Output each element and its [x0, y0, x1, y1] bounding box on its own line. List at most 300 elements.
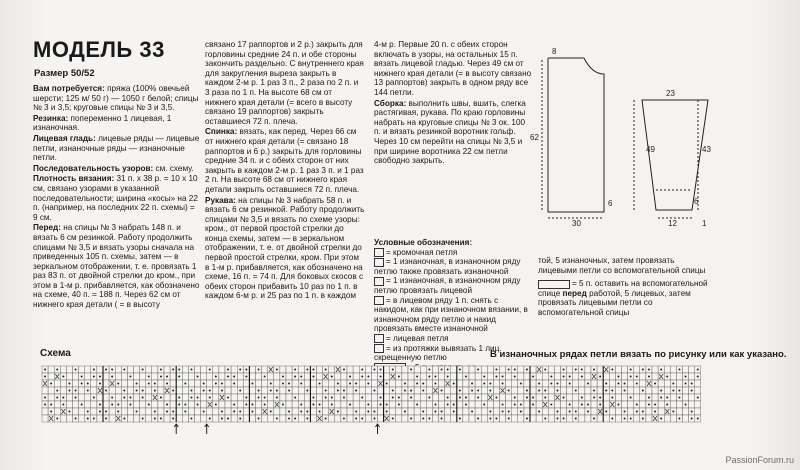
chart-stitch-mark — [654, 404, 656, 406]
chart-stitch-mark — [312, 376, 314, 378]
chart-stitch-mark — [422, 390, 424, 392]
chart-cell — [335, 373, 341, 380]
chart-cell — [658, 408, 664, 415]
chart-stitch-mark — [373, 369, 375, 371]
chart-stitch-mark — [160, 397, 162, 399]
chart-cell — [439, 394, 445, 401]
chart-cell — [664, 387, 670, 394]
chart-cell — [347, 394, 353, 401]
chart-stitch-mark — [331, 397, 333, 399]
chart-stitch-mark — [50, 383, 52, 385]
chart-stitch-mark — [349, 383, 351, 385]
chart-cell — [609, 373, 615, 380]
chart-stitch-mark — [129, 404, 131, 406]
chart-stitch-mark — [447, 376, 449, 378]
text-column-3 — [374, 40, 534, 166]
chart-stitch-mark — [178, 369, 180, 371]
chart-cell — [420, 394, 426, 401]
chart-stitch-mark — [666, 376, 668, 378]
chart-cell — [646, 387, 652, 394]
chart-stitch-mark — [495, 418, 497, 420]
chart-stitch-mark — [184, 383, 186, 385]
chart-stitch-mark — [502, 383, 504, 385]
chart-stitch-mark — [361, 376, 363, 378]
chart-cell — [554, 366, 560, 373]
chart-cell — [207, 380, 213, 387]
chart-cell — [439, 380, 445, 387]
chart-stitch-mark — [642, 411, 644, 413]
chart-cell — [676, 380, 682, 387]
chart-cell — [591, 401, 597, 408]
chart-cell — [414, 408, 420, 415]
chart-stitch-mark — [87, 418, 89, 420]
chart-stitch-mark — [508, 390, 510, 392]
chart-cell — [695, 408, 701, 415]
chart-cell — [121, 380, 127, 387]
chart-cell — [213, 366, 219, 373]
chart-cell — [329, 366, 335, 373]
chart-stitch-mark — [380, 376, 382, 378]
chart-stitch-mark — [483, 383, 485, 385]
chart-cell — [115, 394, 121, 401]
chart-stitch-mark — [654, 411, 656, 413]
chart-stitch-mark — [697, 397, 699, 399]
dim-rib: 6 — [608, 199, 613, 208]
chart-cell — [359, 401, 365, 408]
chart-stitch-mark — [312, 369, 314, 371]
chart-stitch-mark — [636, 383, 638, 385]
chart-cell — [335, 401, 341, 408]
chart-cell — [292, 387, 298, 394]
chart-cell — [286, 394, 292, 401]
chart-stitch-mark — [288, 418, 290, 420]
chart-cell — [628, 401, 634, 408]
chart-cell — [579, 408, 585, 415]
c1-para: Вам потребуется: пряжа (100% овечьей шерсти; 125 м/ 50 г) — 1050 г белой; спицы № 3 и 3,5; круговые спицы № 3 и 3,5. — [33, 84, 199, 113]
chart-cell — [140, 401, 146, 408]
chart-cell — [298, 415, 304, 422]
chart-cell — [274, 380, 280, 387]
chart-stitch-mark — [227, 376, 229, 378]
chart-stitch-mark — [105, 418, 107, 420]
chart-stitch-mark — [148, 383, 150, 385]
chart-stitch-mark — [459, 397, 461, 399]
dim-width: 30 — [572, 219, 581, 228]
chart-cell — [158, 408, 164, 415]
chart-stitch-mark — [87, 383, 89, 385]
chart-cell — [384, 366, 390, 373]
chart-arrow-icon — [376, 424, 380, 434]
chart-stitch-mark — [233, 411, 235, 413]
chart-stitch-mark — [197, 404, 199, 406]
chart-cell — [676, 408, 682, 415]
chart-cell — [182, 394, 188, 401]
chart-cell — [408, 401, 414, 408]
row-note: В изнаночных рядах петли вязать по рисунку или как указано. — [490, 349, 787, 360]
chart-cell — [475, 401, 481, 408]
chart-stitch-mark — [343, 418, 345, 420]
chart-stitch-mark — [691, 383, 693, 385]
chart-cell — [54, 401, 60, 408]
chart-stitch-mark — [203, 390, 205, 392]
chart-stitch-mark — [123, 390, 125, 392]
chart-stitch-mark — [367, 404, 369, 406]
chart-cell — [432, 415, 438, 422]
chart-stitch-mark — [428, 397, 430, 399]
chart-stitch-mark — [62, 376, 64, 378]
chart-stitch-mark — [209, 369, 211, 371]
chart-cell — [371, 373, 377, 380]
chart-stitch-mark — [62, 404, 64, 406]
chart-cell — [329, 387, 335, 394]
chart-cell — [512, 415, 518, 422]
chart-cell — [359, 387, 365, 394]
legend-symbol-icon — [374, 258, 384, 267]
chart-cell — [469, 373, 475, 380]
chart-stitch-mark — [154, 411, 156, 413]
dim-sleeve-top: 23 — [666, 89, 675, 98]
chart-cell — [518, 387, 524, 394]
chart-stitch-mark — [166, 404, 168, 406]
chart-cell — [548, 387, 554, 394]
chart-stitch-mark — [514, 369, 516, 371]
chart-cell — [60, 415, 66, 422]
chart-cell — [158, 401, 164, 408]
chart-cell — [310, 387, 316, 394]
chart-stitch-mark — [306, 390, 308, 392]
chart-cell — [158, 387, 164, 394]
chart-cell — [207, 408, 213, 415]
chart-stitch-mark — [599, 404, 601, 406]
chart-cell — [292, 408, 298, 415]
chart-stitch-mark — [245, 376, 247, 378]
chart-cell — [634, 387, 640, 394]
chart-stitch-mark — [117, 404, 119, 406]
chart-stitch-mark — [459, 369, 461, 371]
chart-cell — [408, 373, 414, 380]
chart-stitch-mark — [434, 411, 436, 413]
chart-cell — [60, 387, 66, 394]
chart-stitch-mark — [508, 369, 510, 371]
chart-cell — [481, 394, 487, 401]
chart-stitch-mark — [178, 404, 180, 406]
chart-stitch-mark — [129, 376, 131, 378]
chart-cell — [628, 408, 634, 415]
chart-stitch-mark — [264, 404, 266, 406]
chart-stitch-mark — [483, 376, 485, 378]
chart-stitch-mark — [599, 397, 601, 399]
chart-stitch-mark — [337, 383, 339, 385]
chart-stitch-mark — [575, 390, 577, 392]
chart-stitch-mark — [306, 418, 308, 420]
chart-stitch-mark — [520, 383, 522, 385]
chart-cell — [91, 380, 97, 387]
chart-cell — [548, 366, 554, 373]
chart-stitch-mark — [319, 411, 321, 413]
chart-stitch-mark — [556, 390, 558, 392]
chart-stitch-mark — [178, 376, 180, 378]
chart-cell — [670, 415, 676, 422]
chart-cell — [640, 401, 646, 408]
chart-stitch-mark — [56, 369, 58, 371]
chart-cell — [676, 373, 682, 380]
chart-stitch-mark — [136, 411, 138, 413]
chart-cell — [487, 401, 493, 408]
chart-cell — [97, 366, 103, 373]
chart-stitch-mark — [294, 369, 296, 371]
chart-stitch-mark — [264, 397, 266, 399]
chart-cell — [243, 408, 249, 415]
legend-symbol-icon — [374, 296, 384, 305]
chart-stitch-mark — [678, 369, 680, 371]
chart-stitch-mark — [611, 390, 613, 392]
chart-stitch-mark — [306, 369, 308, 371]
chart-cell — [628, 387, 634, 394]
chart-stitch-mark — [453, 404, 455, 406]
chart-stitch-mark — [99, 376, 101, 378]
chart-cell — [66, 394, 72, 401]
chart-stitch-mark — [544, 418, 546, 420]
chart-cell — [445, 415, 451, 422]
chart-cell — [274, 373, 280, 380]
chart-cell — [146, 408, 152, 415]
chart-cell — [402, 366, 408, 373]
chart-stitch-mark — [105, 369, 107, 371]
chart-cell — [579, 380, 585, 387]
chart-cell — [518, 366, 524, 373]
chart-stitch-mark — [373, 390, 375, 392]
chart-cell — [451, 373, 457, 380]
chart-cell — [140, 380, 146, 387]
chart-stitch-mark — [142, 390, 144, 392]
chart-cell — [670, 401, 676, 408]
chart-stitch-mark — [617, 376, 619, 378]
chart-cell — [603, 394, 609, 401]
chart-stitch-mark — [447, 397, 449, 399]
chart-cell — [73, 401, 79, 408]
chart-stitch-mark — [581, 369, 583, 371]
chart-stitch-mark — [209, 390, 211, 392]
chart-cell — [152, 373, 158, 380]
chart-cell — [396, 415, 402, 422]
chart-cell — [225, 387, 231, 394]
chart-stitch-mark — [459, 390, 461, 392]
chart-cell — [585, 415, 591, 422]
chart-stitch-mark — [526, 390, 528, 392]
chart-stitch-mark — [44, 376, 46, 378]
chart-cell — [176, 415, 182, 422]
chart-stitch-mark — [148, 404, 150, 406]
chart-stitch-mark — [373, 411, 375, 413]
chart-stitch-mark — [398, 376, 400, 378]
chart-cell — [567, 387, 573, 394]
chart-cell — [463, 366, 469, 373]
chart-stitch-mark — [587, 404, 589, 406]
page-title: МОДЕЛЬ 33 — [33, 37, 165, 62]
chart-cell — [231, 387, 237, 394]
chart-stitch-mark — [312, 404, 314, 406]
chart-stitch-mark — [123, 418, 125, 420]
chart-stitch-mark — [276, 369, 278, 371]
chart-cell — [640, 394, 646, 401]
chart-cell — [60, 366, 66, 373]
chart-cell — [134, 373, 140, 380]
chart-stitch-mark — [258, 369, 260, 371]
chart-cell — [42, 408, 48, 415]
chart-cell — [524, 380, 530, 387]
chart-cell — [622, 366, 628, 373]
chart-stitch-mark — [142, 397, 144, 399]
chart-cell — [615, 415, 621, 422]
chart-cell — [341, 408, 347, 415]
chart-stitch-mark — [428, 376, 430, 378]
chart-cell — [195, 380, 201, 387]
chart-stitch-mark — [68, 390, 70, 392]
chart-stitch-mark — [630, 418, 632, 420]
chart-stitch-mark — [434, 404, 436, 406]
chart-cell — [689, 366, 695, 373]
chart-stitch-mark — [392, 397, 394, 399]
text-column-2 — [205, 40, 365, 301]
chart-cell — [286, 366, 292, 373]
chart-cell — [664, 380, 670, 387]
chart-cell — [530, 366, 536, 373]
chart-cell — [652, 394, 658, 401]
chart-stitch-mark — [343, 390, 345, 392]
chart-stitch-mark — [514, 376, 516, 378]
chart-stitch-mark — [453, 383, 455, 385]
chart-cell — [262, 415, 268, 422]
chart-stitch-mark — [337, 390, 339, 392]
chart-stitch-mark — [93, 418, 95, 420]
chart-stitch-mark — [563, 369, 565, 371]
chart-cell — [683, 387, 689, 394]
legend-title: Условные обозначения: — [374, 238, 473, 247]
chart-stitch-mark — [117, 383, 119, 385]
chart-stitch-mark — [489, 418, 491, 420]
chart-cell — [280, 394, 286, 401]
chart-cell — [402, 394, 408, 401]
chart-cell — [384, 387, 390, 394]
chart-cell — [237, 394, 243, 401]
chart-cell — [182, 415, 188, 422]
chart-cell — [176, 408, 182, 415]
chart-cell — [225, 408, 231, 415]
chart-stitch-mark — [666, 397, 668, 399]
chart-stitch-mark — [221, 383, 223, 385]
chart-stitch-mark — [678, 418, 680, 420]
chart-stitch-mark — [447, 404, 449, 406]
chart-cell — [188, 373, 194, 380]
chart-stitch-mark — [489, 411, 491, 413]
chart-stitch-mark — [636, 376, 638, 378]
chart-stitch-mark — [331, 404, 333, 406]
chart-cell — [548, 408, 554, 415]
chart-stitch-mark — [642, 369, 644, 371]
chart-cell — [469, 401, 475, 408]
chart-stitch-mark — [172, 390, 174, 392]
chart-stitch-mark — [544, 397, 546, 399]
chart-cell — [536, 415, 542, 422]
chart-cell — [451, 387, 457, 394]
chart-cell — [426, 408, 432, 415]
chart-cell — [695, 380, 701, 387]
chart-cell — [359, 380, 365, 387]
chart-stitch-mark — [325, 369, 327, 371]
chart-stitch-mark — [617, 404, 619, 406]
chart-cell — [646, 415, 652, 422]
chart-cell — [103, 394, 109, 401]
chart-cell — [573, 380, 579, 387]
chart-cell — [79, 387, 85, 394]
chart-stitch-mark — [203, 411, 205, 413]
chart-cell — [683, 415, 689, 422]
chart-stitch-mark — [422, 418, 424, 420]
chart-stitch-mark — [294, 397, 296, 399]
chart-stitch-mark — [56, 397, 58, 399]
chart-stitch-mark — [239, 390, 241, 392]
chart-cell — [42, 387, 48, 394]
chart-cell — [652, 366, 658, 373]
chart-cell — [457, 408, 463, 415]
chart-stitch-mark — [575, 411, 577, 413]
chart-cell — [426, 380, 432, 387]
chart-cell — [670, 366, 676, 373]
chart-cell — [317, 366, 323, 373]
chart-cell — [652, 373, 658, 380]
chart-cell — [670, 373, 676, 380]
chart-stitch-mark — [288, 390, 290, 392]
chart-cell — [323, 380, 329, 387]
chart-stitch-mark — [508, 418, 510, 420]
chart-cell — [622, 373, 628, 380]
chart-stitch-mark — [581, 397, 583, 399]
chart-stitch-mark — [105, 411, 107, 413]
chart-stitch-mark — [581, 404, 583, 406]
chart-cell — [585, 366, 591, 373]
chart-stitch-mark — [87, 411, 89, 413]
chart-cell — [121, 373, 127, 380]
chart-stitch-mark — [300, 411, 302, 413]
chart-cell — [60, 380, 66, 387]
chart-stitch-mark — [166, 376, 168, 378]
chart-cell — [609, 380, 615, 387]
chart-stitch-mark — [630, 397, 632, 399]
chart-stitch-mark — [245, 397, 247, 399]
chart-cell — [603, 373, 609, 380]
chart-cell — [493, 380, 499, 387]
chart-stitch-mark — [416, 383, 418, 385]
text-column-4 — [538, 256, 710, 318]
chart-stitch-mark — [154, 418, 156, 420]
chart-stitch-mark — [477, 369, 479, 371]
chart-cell — [518, 394, 524, 401]
chart-cell — [432, 394, 438, 401]
chart-stitch-mark — [642, 418, 644, 420]
chart-stitch-mark — [99, 404, 101, 406]
chart-cell — [134, 401, 140, 408]
chart-cell — [414, 387, 420, 394]
chart-cell — [256, 380, 262, 387]
chart-cell — [237, 373, 243, 380]
chart-stitch-mark — [215, 404, 217, 406]
legend-item: = 1 изнаночная, в изнаночном ряду петлю провязать лицевой — [374, 276, 521, 295]
chart-stitch-mark — [349, 404, 351, 406]
chart-cell — [85, 366, 91, 373]
chart-stitch-mark — [624, 390, 626, 392]
chart-stitch-mark — [227, 369, 229, 371]
chart-stitch-mark — [136, 383, 138, 385]
